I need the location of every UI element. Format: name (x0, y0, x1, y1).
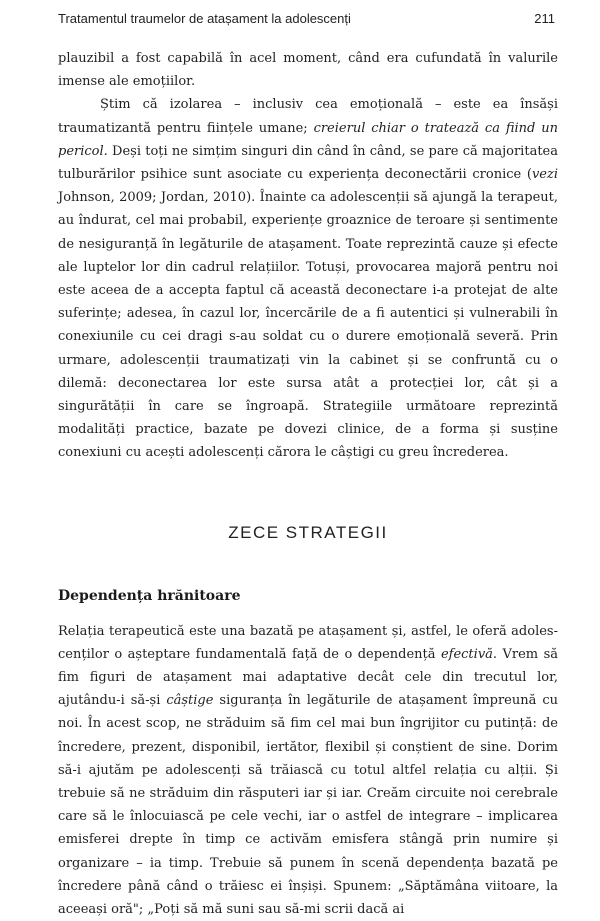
paragraph-isolation-emphasis: creierul chiar o tratează ca fiind un pericol (58, 120, 558, 159)
paragraph-dependency-emphasis-2: câștige (166, 693, 214, 709)
page-number: 211 (534, 11, 555, 26)
paragraph-dependency-emphasis-1: efectivă (440, 646, 493, 662)
paragraph-dependency-part-a: Relația terapeutică este una bazată pe atașament și, astfel, le oferă adolescenților o așteptare fundamentală față de o dependență (58, 623, 558, 662)
running-title: Tratamentul traumelor de atașament la adolescenți (58, 11, 351, 26)
paragraph-continued: plauzibil a fost capabilă în acel moment, când era cufundată în valurile imense ale emoțiilor. (58, 51, 558, 90)
paragraph-dependency-part-c: . Vrem să fim figuri de atașament mai adaptative decât cele din trecutul lor, ajutându-i să-și (58, 646, 558, 709)
running-header (58, 11, 555, 26)
paragraph-isolation-part-e: Johnson, 2009; Jordan, 2010). Înainte ca adolescenții să ajungă la terapeut, au îndurat, cel mai probabil, experiențe groaznice de teroare și sentimente de nesiguranță în legăturile de atașament. Toate reprezintă cauze și efecte ale luptelor lor din cadrul relațiilor. Totuși, provocarea majoră pentru noi este aceea de a accepta faptul că această deconectare i-a protejat de alte suferințe; adesea, în cazul lor, încercările de a fi autentici și vulnerabili în conexiunile cu cei dragi s-au soldat cu o durere emoțională severă. Prin urmare, adolescenții traumatizați vin la cabinet și se confruntă cu o dilemă: deconectarea lor este sursa atât a protecției lor, cât și a singurătății în care se îngroapă. Strategiile următoare reprezintă modalități practice, bazate pe dovezi clinice, de a forma și susține conexiuni cu acești adolescenți cărora le câștigi cu greu încrederea. (58, 190, 558, 461)
paragraph-isolation (58, 93, 558, 464)
paragraph-isolation-vezi: vezi (531, 167, 558, 183)
paragraph-isolation-part-c: . Deși toți ne simțim singuri din când în când, se pare că majoritatea tulburărilor psihice sunt asociate cu experiența deconectării cronice ( (58, 143, 558, 183)
paragraph-dependency (58, 620, 558, 921)
section-title: ZECE STRATEGII (228, 522, 388, 542)
paragraph-dependency-part-e: siguranța în legăturile de atașament împreună cu noi. În acest scop, ne străduim să fim cel mai bun îngrijitor cu putință: de încredere, prezent, disponibil, iertător, flexibil și conștient de sine. Dorim să-i ajutăm pe adolescenți să trăiască cu totul altfel relația cu alții. Și trebuie să ne străduim din răsputeri iar și iar. Creăm circuite noi cerebrale care să le înlocuiască pe cele vechi, iar o astfel de integrare – implicarea emisferei drepte în timp ce activăm emisfera stângă prin numire și organizare – ia timp. Trebuie să punem în scenă dependența bazată pe încredere până când o trăiesc ei înșiși. Spunem: „Săptămâna viitoare, la aceeași oră"; „Poți să mă suni sau să-mi scrii dacă ai (58, 693, 559, 918)
page-body (58, 47, 558, 921)
subsection-heading: Dependența hrănitoare (58, 587, 241, 604)
paragraph-isolation-part-a: Știm că izolarea – inclusiv cea emoțională – este ea însăși traumatizantă pentru ființele umane; (58, 97, 558, 136)
